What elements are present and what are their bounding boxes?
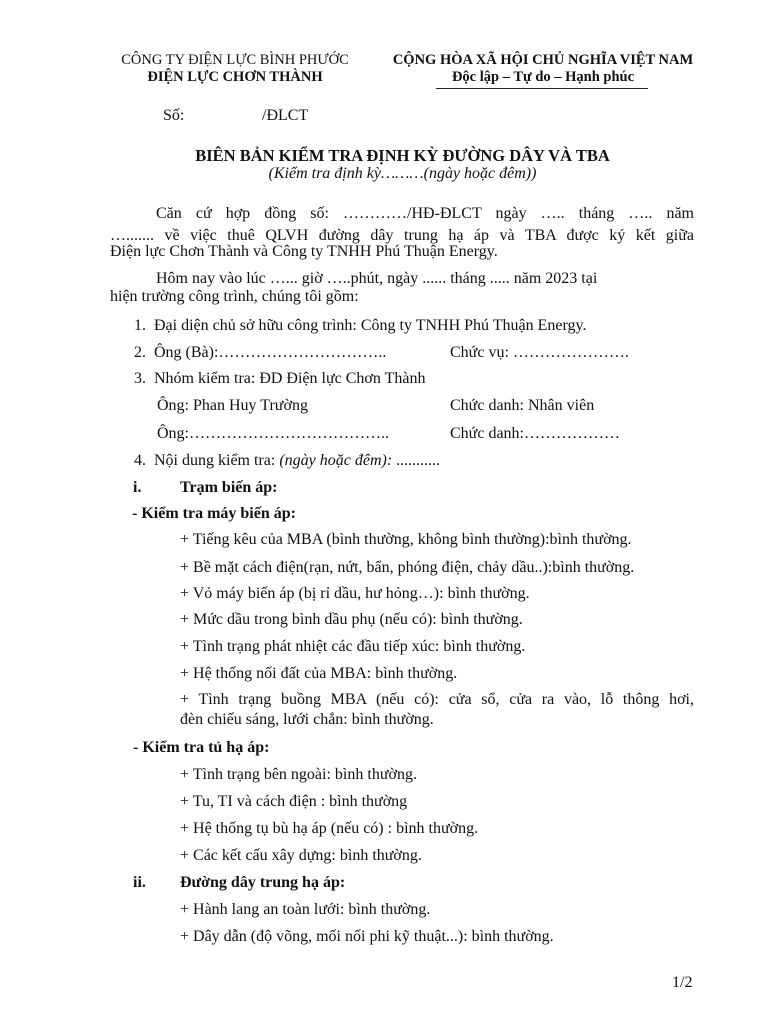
motto-underline <box>436 88 648 89</box>
branch-name: ĐIỆN LỰC CHƠN THÀNH <box>147 69 323 85</box>
transformer-check-item-cont: đèn chiếu sáng, lưới chắn: bình thường. <box>180 711 434 728</box>
transformer-check-heading: - Kiểm tra máy biến áp: <box>132 505 296 522</box>
lv-cabinet-check-item: + Các kết cấu xây dựng: bình thường. <box>180 847 422 864</box>
transformer-check-item: + Mức dầu trong bình dầu phụ (nếu có): bình thường. <box>180 611 523 628</box>
intro-line-2: …....... về việc thuê QLVH đường dây trung hạ áp và TBA được ký kết giữa <box>110 227 694 244</box>
transformer-check-item: + Tiếng kêu của MBA (bình thường, không bình thường):bình thường. <box>180 531 632 548</box>
doc-number-suffix: /ĐLCT <box>262 107 309 124</box>
item-inspection-content: 4. Nội dung kiểm tra: (ngày hoặc đêm): ........... <box>134 452 441 469</box>
section-ii-numeral: ii. <box>133 874 146 891</box>
item-person-position: Chức vụ: …………………. <box>450 344 629 361</box>
item-person: 2. Ông (Bà):………………………….. <box>134 344 387 361</box>
team-member-1-title: Chức danh: Nhân viên <box>450 397 595 414</box>
section-i-numeral: i. <box>133 479 142 496</box>
section-i-heading: Trạm biến áp: <box>180 479 278 496</box>
team-member-1: Ông: Phan Huy Trường <box>157 397 308 414</box>
lv-cabinet-check-item: + Hệ thống tụ bù hạ áp (nếu có) : bình thường. <box>180 820 479 837</box>
line-check-item: + Dây dẫn (độ võng, mối nối phi kỹ thuật...): bình thường. <box>180 928 554 945</box>
national-title: CỘNG HÒA XÃ HỘI CHỦ NGHĨA VIỆT NAM <box>392 52 694 68</box>
section-ii-heading: Đường dây trung hạ áp: <box>180 874 346 891</box>
intro-line-3: Điện lực Chơn Thành và Công ty TNHH Phú Thuận Energy. <box>110 243 498 260</box>
intro-line-5: hiện trường công trình, chúng tôi gồm: <box>110 288 359 305</box>
item-owner: 1. Đại diện chủ sở hữu công trình: Công ty TNHH Phú Thuận Energy. <box>134 317 587 334</box>
national-motto: Độc lập – Tự do – Hạnh phúc <box>451 69 635 85</box>
page-number: 1/2 <box>672 974 693 991</box>
intro-line-4: Hôm nay vào lúc …... giờ …..phút, ngày ...... tháng ..... năm 2023 tại <box>156 270 598 287</box>
line-check-item: + Hành lang an toàn lưới: bình thường. <box>180 901 431 918</box>
item-inspection-team: 3. Nhóm kiểm tra: ĐD Điện lực Chơn Thành <box>134 370 426 387</box>
team-member-2-title: Chức danh:……………… <box>450 425 620 442</box>
doc-number-label: Số: <box>163 107 185 124</box>
intro-line-1: Căn cứ hợp đồng số: …………/HĐ-ĐLCT ngày ….. tháng ….. năm <box>156 205 694 222</box>
company-name: CÔNG TY ĐIỆN LỰC BÌNH PHƯỚC <box>121 52 349 68</box>
transformer-check-item: + Tình trạng phát nhiệt các đầu tiếp xúc: bình thường. <box>180 638 526 655</box>
transformer-check-item: + Vỏ máy biến áp (bị rỉ dầu, hư hỏng…): bình thường. <box>180 585 530 602</box>
lv-cabinet-check-item: + Tu, TI và cách điện : bình thường <box>180 793 408 810</box>
transformer-check-item: + Bề mặt cách điện(rạn, nứt, bẩn, phóng điện, chảy dầu..):bình thường. <box>180 559 635 576</box>
document-subtitle: (Kiểm tra định kỳ………(ngày hoặc đêm)) <box>268 165 537 182</box>
lv-cabinet-check-heading: - Kiểm tra tủ hạ áp: <box>133 739 270 756</box>
document-title: BIÊN BẢN KIỂM TRA ĐỊNH KỲ ĐƯỜNG DÂY VÀ TBA <box>195 146 610 165</box>
team-member-2: Ông:……………………………….. <box>157 425 389 442</box>
lv-cabinet-check-item: + Tình trạng bên ngoài: bình thường. <box>180 766 417 783</box>
transformer-check-item: + Tình trạng buồng MBA (nếu có): cửa sổ, cửa ra vào, lỗ thông hơi, <box>180 691 694 708</box>
transformer-check-item: + Hệ thống nối đất của MBA: bình thường. <box>180 665 458 682</box>
